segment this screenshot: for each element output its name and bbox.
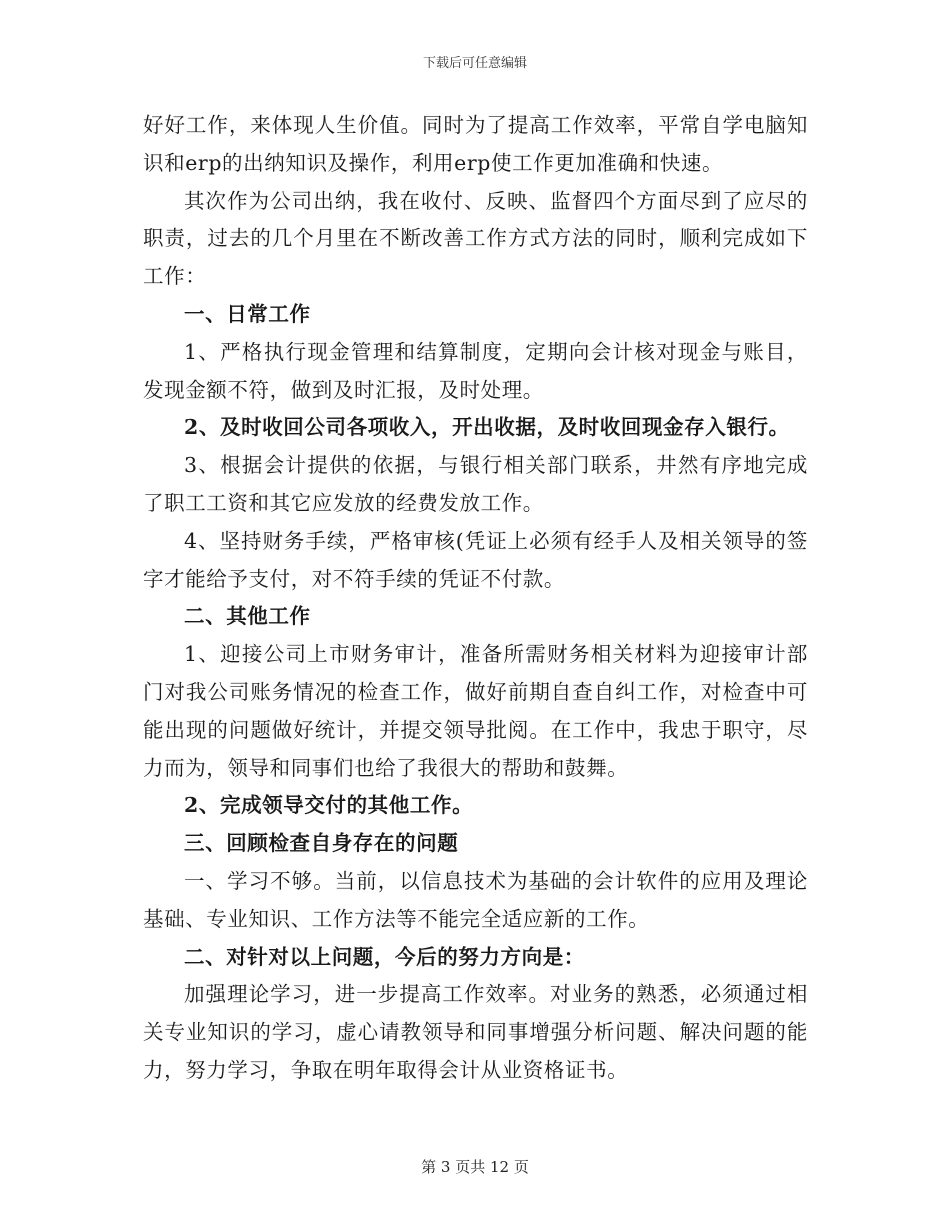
paragraph-bold: 2、及时收回公司各项收入，开出收据，及时收回现金存入银行。 [184, 415, 790, 440]
section-heading: 二、其他工作 [184, 604, 311, 629]
paragraph-bold: 2、完成领导交付的其他工作。 [184, 793, 474, 818]
section-heading: 一、日常工作 [184, 301, 311, 326]
paragraph: 3、根据会计提供的依据，与银行相关部门联系，井然有序地完成了职工工资和其它应发放的经费发放工作。 [143, 453, 808, 515]
paragraph: 1、严格执行现金管理和结算制度，定期向会计核对现金与账目，发现金额不符，做到及时汇报，及时处理。 [143, 339, 808, 402]
paragraph: 一、学习不够。当前，以信息技术为基础的会计软件的应用及理论基础、专业知识、工作方法等不能完全适应新的工作。 [143, 868, 808, 931]
section-heading: 三、回顾检查自身存在的问题 [184, 831, 459, 856]
page-header: 下载后可任意编辑 [422, 56, 527, 71]
section-heading: 二、对针对以上问题，今后的努力方向是： [184, 944, 585, 969]
paragraph: 好好工作，来体现人生价值。同时为了提高工作效率，平常自学电脑知识和erp的出纳知识及操作，利用erp使工作更加准确和快速。 [143, 113, 808, 175]
page-number: 第 3 页共 12 页 [421, 1158, 529, 1176]
paragraph: 4、坚持财务手续，严格审核(凭证上必须有经手人及相关领导的签字才能给予支付，对不符手续的凭证不付款。 [143, 528, 808, 591]
paragraph: 1、迎接公司上市财务审计，准备所需财务相关材料为迎接审计部门对我公司账务情况的检查工作，做好前期自查自纠工作，对检查中可能出现的问题做好统计，并提交领导批阅。在工作中，我忠于职守，尽力而为，领导和同事们也给了我很大的帮助和鼓舞。 [143, 642, 808, 780]
document-body [143, 107, 808, 1090]
paragraph: 加强理论学习，进一步提高工作效率。对业务的熟悉，必须通过相关专业知识的学习，虚心请教领导和同事增强分析问题、解决问题的能力，努力学习，争取在明年取得会计从业资格证书。 [143, 982, 808, 1082]
paragraph: 其次作为公司出纳，我在收付、反映、监督四个方面尽到了应尽的职责，过去的几个月里在不断改善工作方式方法的同时，顺利完成如下工作： [143, 188, 808, 289]
